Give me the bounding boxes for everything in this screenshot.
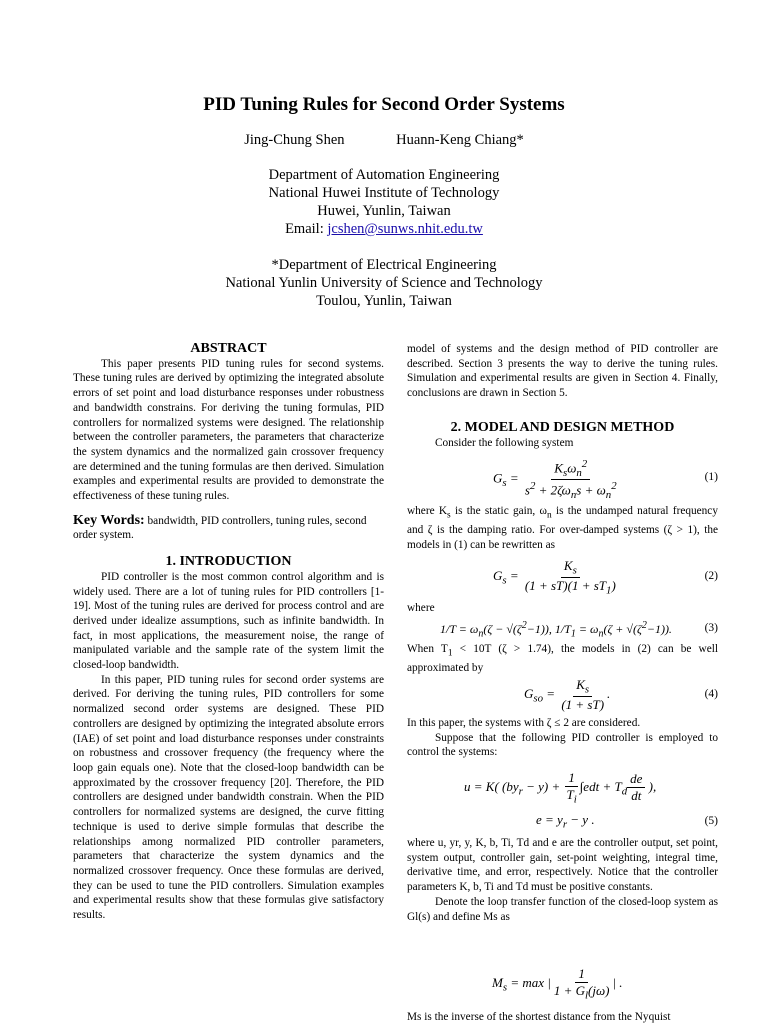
equation-2-number: (2) <box>704 570 718 582</box>
keywords-label: Key Words: <box>73 512 145 528</box>
model-heading: 2. MODEL AND DESIGN METHOD <box>450 419 675 435</box>
email-label: Email: <box>285 221 328 237</box>
intro-paragraph-2: In this paper, PID tuning rules for second order systems are derived. For deriving the tuning rules, PID controllers for some normalized second order systems are designed. These PID controllers are designed by optimizing the integrated absolute errors (IAE) of set point and load disturbance responses under constraints on robustness and crossover frequency (the frequency where the loop gain equals one). Note that the closed-loop bandwidth can be approximated by the crossover frequency [20]. Therefore, the PID controllers are designed under bandwidth constrain. When the PID controllers for normalized systems are designed, the curve fitting technique is used to derive simple formulas that describe the relationships among normalized PID controller parameters, parameters that characterize the system dynamics and the normalized crossover frequency. Once these formulas are derived, they can be used to tune the PID controllers. Simulation examples and experimental results show that these formulas give satisfactory results. <box>73 673 384 922</box>
right-lower <box>407 716 718 760</box>
when-b: < 10T (ζ > 1.74), the models in (2) can be well approximated by <box>407 643 719 674</box>
abstract-text: This paper presents PID tuning rules for second systems. These tuning rules are derived by optimizing the integrated absolute errors of set point and load disturbance responses under robustness and bandwidth constrains. For deriving the tuning formulas, PID controllers for normalized systems were designed. The relationship between the controller parameters, the parameters that characterize the system dynamics and the normalized gain crossover frequency are determined and the tuning formulas are then derived. Simulation examples and experimental results are provided to demonstrate the effectiveness of these tuning rules. <box>73 357 384 503</box>
equation-2: $G_s$ = $\frac{K_s}{(1 + sT)(1 + sT_1)}$ <box>493 558 616 597</box>
aff1-line: Huwei, Yunlin, Taiwan <box>317 203 451 219</box>
author-list <box>0 132 768 149</box>
affiliation-1 <box>0 166 768 238</box>
inpaper-text: In this paper, the systems with ζ ≤ 2 are considered. <box>407 717 641 729</box>
where-2: where <box>407 602 435 614</box>
consider-text: Consider the following system <box>435 436 574 449</box>
right-top-paragraph: model of systems and the design method of PID controller are described. Section 3 presents the way to derive the tuning rules. Simulation and experimental results are given in Section 4. Finally, conclusions are drawn in Section 5. <box>407 343 718 400</box>
where5-text: where u, yr, y, K, b, Ti, Td and e are the controller output, set point, system output, controller gain, set-point weighting, integral time, derivative time, and error, respectively. Notice that the controller parameters K, b, Ti and Td must be positive constants. <box>407 837 718 894</box>
intro-paragraph-1: PID controller is the most common control algorithm and is widely used. There are a lot of tuning rules for PID controllers [1-19]. Most of the tuning rules are derived for process control and are derived under idealize assumptions, such as infinite bandwidth. In fact, in most applications, the measurement noise, the range of manipulated variable and the sample rate of the system limit the closed-loop bandwidth. <box>73 570 384 672</box>
equation-4-number: (4) <box>704 688 718 700</box>
intro-heading: 1. INTRODUCTION <box>165 554 292 570</box>
affiliation-2 <box>0 256 768 310</box>
abstract-heading: ABSTRACT <box>190 341 267 356</box>
author-2: Huann-Keng Chiang* <box>396 132 524 148</box>
where-5 <box>407 836 718 924</box>
where1-a: where K <box>407 505 448 517</box>
denote-text: Denote the loop transfer function of the closed-loop system as Gl(s) and define Ms as <box>407 895 718 923</box>
equation-ms: $M_s = \max$ | $\frac{1}{1 + G_l(j\omega)}$ | . <box>492 966 623 1002</box>
equation-5b: $e = y_r - y$ . <box>536 812 595 831</box>
paper-title: PID Tuning Rules for Second Order Systems <box>203 94 565 115</box>
where-1: where $K_s$ is the static gain, $\omega_n$ is the undamped natural frequency and ζ is the damping ratio. For over-damped systems (ζ > 1), the models in (1) can be rewritten as <box>407 505 718 551</box>
email-link[interactable]: jcshen@sunws.nhit.edu.tw <box>327 221 483 237</box>
equation-3: $1/T = \omega_n(\zeta - √(\zeta^2-1))$, $1/T_1 = \omega_n(\zeta + √(\zeta^2-1))$. <box>440 620 672 640</box>
aff2-line: National Yunlin University of Science and Technology <box>225 275 543 291</box>
aff1-line: National Huwei Institute of Technology <box>268 185 500 201</box>
equation-3-number: (3) <box>704 622 718 634</box>
keywords-text: bandwidth, PID controllers, tuning rules, second order system. <box>73 514 367 542</box>
when-text: When $T_1 < 10T$ (ζ > 1.74), the models in (2) can be well approximated by <box>407 643 719 674</box>
bottom-text: Ms is the inverse of the shortest distance from the Nyquist <box>407 1011 671 1023</box>
aff2-line: *Department of Electrical Engineering <box>271 257 497 273</box>
aff2-line: Toulou, Yunlin, Taiwan <box>316 293 452 309</box>
equation-5: u = K( $(by_r - y)$ + $\frac{1}{T_i}$ $\int edt + T_d$ $\frac{de}{dt}$ ), <box>464 770 657 806</box>
where1-b: is the static gain, ω <box>450 505 547 517</box>
author-1: Jing-Chung Shen <box>244 132 345 148</box>
suppose-text: Suppose that the following PID controller is employed to control the systems: <box>407 731 718 759</box>
equation-1: $G_s$ = $\frac{K_s\omega_n^2}{s^2 + 2\zeta\omega_ns + \omega_n^2}$ <box>493 458 617 501</box>
right-column <box>407 342 718 450</box>
equation-1-number: (1) <box>704 471 718 483</box>
left-column <box>73 342 384 923</box>
equation-5-number: (5) <box>704 815 718 827</box>
equation-4: $G_{so}$ = $\frac{K_s}{(1 + sT)}$ . <box>524 677 611 712</box>
where1-c: is the undamped natural frequency and ζ is the damping ratio. For over-damped systems (ζ > 1), the models in (1) can be rewritten as <box>407 505 718 551</box>
keywords <box>73 514 384 543</box>
when-a: When T <box>407 643 448 655</box>
email-line <box>0 220 768 238</box>
aff1-line: Department of Automation Engineering <box>268 167 500 183</box>
